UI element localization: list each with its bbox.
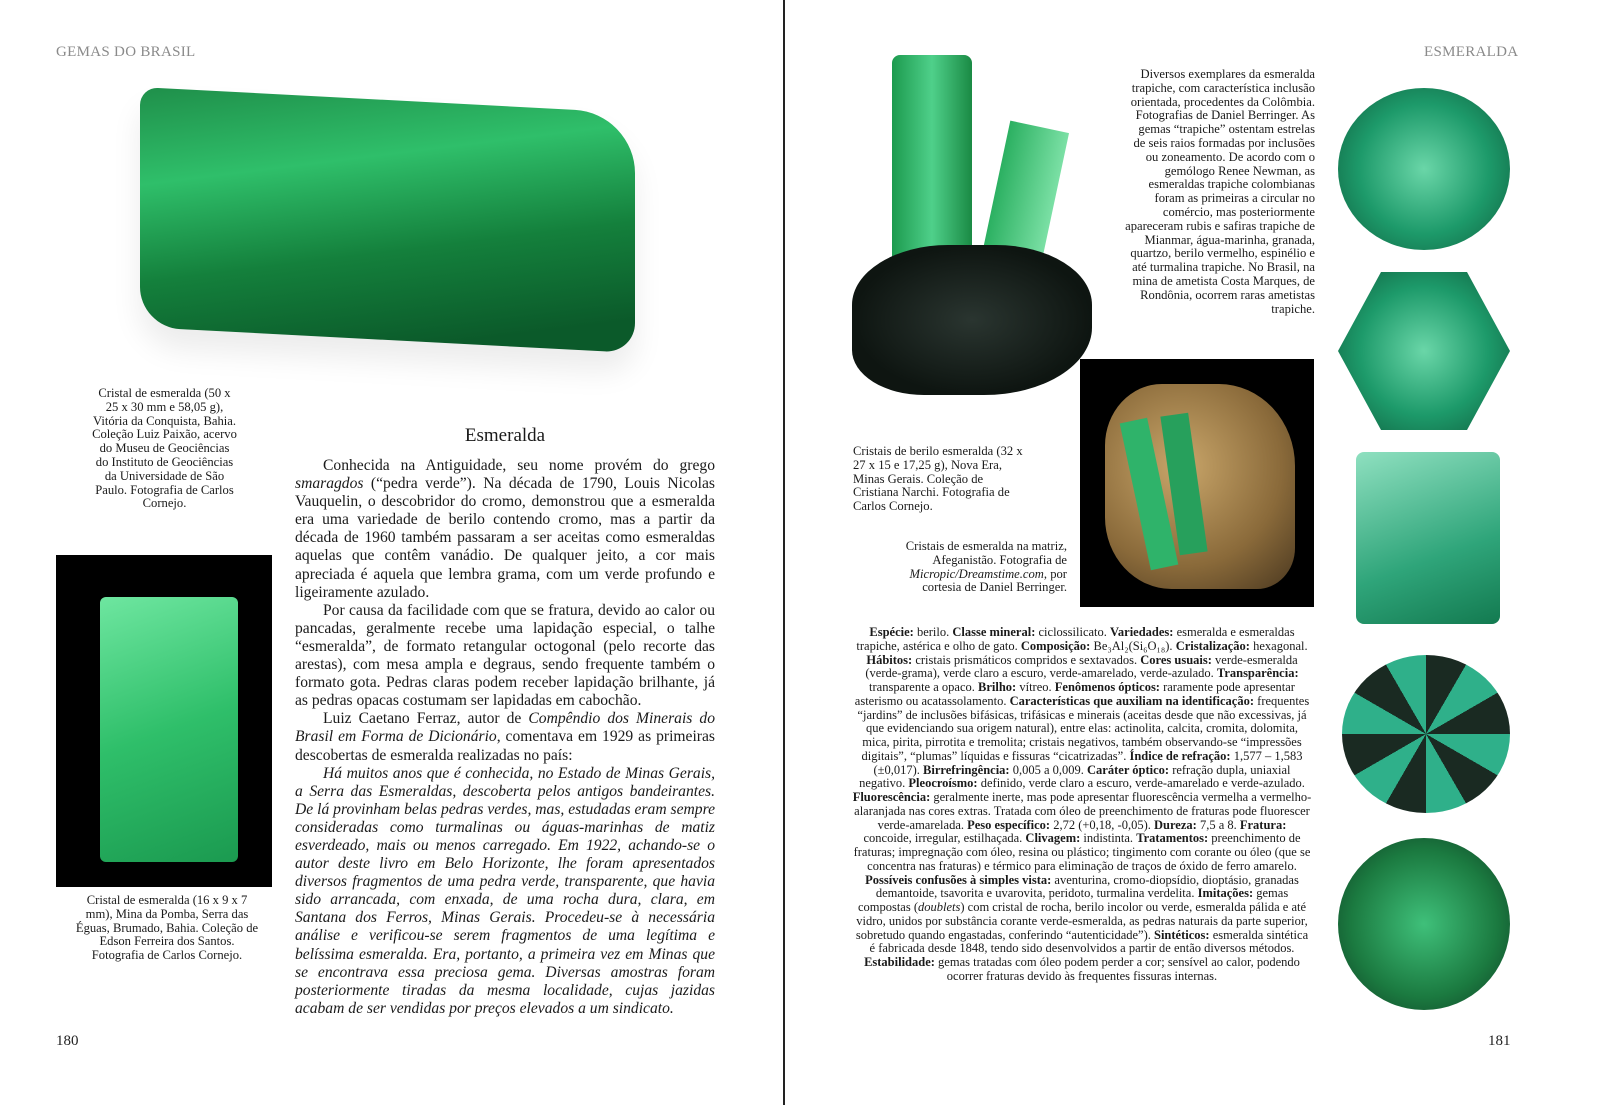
caption-emerald-small: Cristal de esmeralda (16 x 9 x 7 mm), Mina da Pomba, Serra das Éguas, Brumado, Bahia. Coleção de Edson Ferreira dos Santos. Fotografia de Carlos Cornejo. (75, 893, 259, 963)
spec-term: Hábitos: (866, 652, 913, 667)
spec-term: Fratura: (1239, 817, 1287, 832)
text-run: ciclossilicato. (1035, 625, 1111, 639)
text-run: Por causa da facilidade com que se fratura, devido ao calor ou pancadas, geralmente recebe uma lapidação especial, o talhe “esmeralda”, de formato retangular octogonal (pelo recorte das arestas), com mesa ampla e degraus, sendo frequente também o formato gota. Pedras claras podem receber lapidação brilhante, já as pedras opacas costumam ser lapidadas em cabochão. (295, 601, 715, 710)
spec-term: Espécie: (869, 625, 914, 639)
text-run: , comentava em 1929 as primeiras descobertas de esmeralda realizadas no país: (295, 728, 715, 764)
text-run: preenchimento de fraturas; impregnação com óleo, resina ou plástico; tingimento com corante ou óleo (que se concentra nas fraturas) e térmico para eliminação de traços de óxido de ferro amarelo. (853, 831, 1311, 873)
text-run: Conhecida na Antiguidade, seu nome provém do grego (323, 457, 715, 474)
text-run: raramente pode apresentar asterismo ou acatassolamento. (854, 680, 1295, 708)
spec-term: Fluorescência: (852, 790, 931, 804)
caption-trapiche: Diversos exemplares da esmeralda trapiche, com característica inclusão orientada, procedentes da Colômbia. Fotografias de Daniel Berringer. As gemas “trapiche” ostentam estrelas de seis raios formadas por inclusões ou zoneamento. De acordo com o gemólogo Renee Newman, as esmeraldas trapiche colombianas foram as primeiras a circular no comércio, mas posteriormente apareceram rubis e safiras trapiche de Mianmar, água-marinha, granada, quartzo, berilo vermelho, espinélio e até turmalina trapiche. No Brasil, na mina de ametista Costa Marques, de Rondônia, ocorrem raras ametistas trapiche. (1125, 67, 1315, 316)
caption-beryl: Cristais de berilo esmeralda (32 x 27 x 15 e 17,25 g), Nova Era, Minas Gerais. Coleção de Cristiana Narchi. Fotografia de Carlos Cornejo. (853, 444, 1023, 514)
text-run: vítreo. (1016, 680, 1055, 694)
text-run: , por cortesia de Daniel Berringer. (922, 566, 1067, 595)
spec-term: Cores usuais: (1140, 652, 1212, 667)
trapiche-emerald-cabochon-photo (1338, 838, 1510, 1010)
text-run: 7,5 a 8. (1196, 817, 1240, 832)
text-run: Cristais de esmeralda na matriz, Afeganistão. Fotografia de (905, 539, 1067, 567)
text-run: definido, verde claro a escuro, verde-amarelado e verde-azulado. (977, 776, 1305, 791)
body-text (295, 457, 715, 1018)
text-run: indistinta. (1080, 831, 1137, 846)
text-run-italic: doublets (918, 900, 961, 914)
spec-term: Cristalização: (1175, 638, 1250, 653)
text-run: frequentes “jardins” de inclusões bifásicas, trifásicas e minerais (aceitas desde que não excessivas, já que evidenciando sua origem natural), entre elas: actinolita, calcita, cromita, dolomita, mica, pirita, pirrotita e tremolita; cristais negativos, também observando-se “impressões digitais”, “plumas” líquidas e fissuras “cicatrizadas”. (857, 693, 1310, 763)
trapiche-emerald-dark-round-photo (1342, 655, 1510, 813)
text-run: refração dupla, uniaxial negativo. (859, 762, 1291, 791)
spec-term: Possíveis confusões à simples vista: (865, 872, 1052, 887)
running-head-left: GEMAS DO BRASIL (56, 44, 196, 60)
spec-term: Composição: (1020, 638, 1091, 653)
text-run: aventurina, cromo-diopsídio, dioptásio, granadas demantoide, tsavorita e uvarovita, peridoto, turmalina verdelita. (875, 872, 1299, 901)
body-paragraph (295, 710, 715, 764)
body-paragraph (295, 602, 715, 711)
text-run: concoide, irregular, estilhaçada. (863, 831, 1026, 846)
trapiche-emerald-hexagon-photo (1338, 272, 1510, 430)
spec-term: Peso específico: (967, 817, 1051, 832)
emerald-small-crystal-photo (56, 555, 272, 887)
text-run: Micropic/Dreamstime.com (909, 566, 1044, 581)
text-run: esmeralda e esmeraldas trapiche, astérica e olho de gato. (856, 625, 1295, 653)
emerald-matrix-photo (1080, 359, 1314, 607)
text-run: smaragdos (295, 475, 364, 493)
text-run: (“pedra verde”). Na década de 1790, Louis Nicolas Vauquelin, o descobridor do cromo, demonstrou que a esmeralda era uma variedade de berilo contendo cromo, mas a partir da década de 1960 também passaram a ser aceitas como esmeraldas aquelas que contêm vanádio. De qualquer jeito, a cor mais apreciada é aquela que lembra grama, com um verde profundo e ligeiramente azulado. (295, 475, 715, 601)
spec-term: Clivagem: (1025, 831, 1081, 846)
spec-term: Classe mineral: (952, 625, 1036, 639)
text-run: cristais prismáticos compridos e sextavados. (912, 652, 1141, 667)
spec-term: Imitações: (1197, 886, 1254, 901)
page-number-left: 180 (56, 1033, 79, 1049)
text-run: 1,577 – 1,583 (±0,017). (873, 748, 1303, 777)
text-run: Há muitos anos que é conhecida, no Estado de Minas Gerais, a Serra das Esmeraldas, descoberta pelos antigos bandeirantes. De lá provinham belas pedras verdes, mas, estudadas eram sempre consideradas como turmalinas ou águas-marinhas de matiz esverdeado, mais ou menos carregado. Em 1922, achando-se o autor deste livro em Belo Horizonte, lhe foram apresentados diversos fragmentos de uma pedra verde, transparente, que havia sido arrancada, com enxada, de uma rocha dura, clara, em Santana dos Ferros, Minas Gerais. Procedeu-se à necessária análise e verificou-se serem fragmentos de uma legítima e belíssima esmeralda. Era, portanto, a primeira vez em Minas que se encontrava essa preciosa gema. Diversas amostras foram posteriormente tiradas da mesma localidade, cujas jazidas acabam de ser vendidas por preços elevados a um sindicato. (295, 764, 715, 1017)
text-run: ) com cristal de rocha, berilo incolor ou verde, esmeralda pálida e até vidro, unidos por substância corante verde-esmeralda, as pedras naturais da parte superior, sobretudo quando engastadas, conferindo “autenticidade”). (855, 900, 1308, 942)
text-run: transparente a opaco. (869, 680, 979, 694)
spec-term: Fenômenos ópticos: (1054, 680, 1160, 694)
spec-term: Características que auxiliam na identificação: (1009, 693, 1255, 708)
spec-term: Birrefringência: (923, 762, 1010, 777)
caption-emerald-crystal: Cristal de esmeralda (50 x 25 x 30 mm e 58,05 g), Vitória da Conquista, Bahia. Coleção Luiz Paixão, acervo do Museu de Geociências do Instituto de Geociências da Universidade de São Paulo. Fotografia de Carlos Cornejo. (92, 386, 237, 511)
spec-term: Tratamentos: (1136, 831, 1209, 846)
beryl-crystals-photo (852, 55, 1092, 400)
caption-matrix (890, 540, 1067, 595)
body-paragraph (295, 765, 715, 1018)
spec-term: Variedades: (1110, 625, 1174, 639)
body-paragraph (295, 457, 715, 602)
running-head-right: ESMERALDA (1424, 44, 1519, 60)
emerald-crystal-photo (140, 87, 635, 353)
page-number-right: 181 (1488, 1033, 1511, 1049)
text-run: gemas compostas ( (857, 886, 1289, 914)
spec-term: Pleocroísmo: (908, 776, 978, 791)
book-spine (783, 0, 785, 1105)
text-run: 0,005 a 0,009. (1009, 762, 1088, 777)
text-run: Be₃Al₂(Si₆O₁₈). (1090, 638, 1176, 653)
spec-term: Estabilidade: (864, 955, 935, 969)
text-run: berilo. (913, 625, 953, 639)
text-run: verde-esmeralda (verde-grama), verde claro a escuro, verde-amarelado, verde-azulado. (865, 652, 1298, 681)
text-run: gemas tratadas com óleo podem perder a cor; sensível ao calor, podendo ocorrer fraturas devido às frequentes fissuras internas. (934, 955, 1300, 983)
spec-term: Índice de refração: (1129, 748, 1231, 763)
spec-term: Sintéticos: (1154, 927, 1210, 942)
trapiche-emerald-round-photo (1338, 88, 1510, 250)
text-run: Luiz Caetano Ferraz, autor de (323, 710, 529, 728)
text-run: 2,72 (+0,18, -0,05). (1050, 817, 1154, 832)
text-run: Compêndio dos Minerais do Brasil em Forma de Dicionário (295, 710, 715, 746)
gem-specifications (852, 626, 1312, 984)
spec-term: Dureza: (1154, 817, 1197, 832)
trapiche-emerald-square-photo (1356, 452, 1500, 624)
text-run: esmeralda sintética é fabricada desde 1848, tendo sido desenvolvidos a partir de então diversos métodos. (869, 927, 1309, 956)
section-heading: Esmeralda (464, 425, 546, 446)
text-run: hexagonal. (1249, 638, 1308, 653)
spec-term: Transparência: (1216, 666, 1299, 681)
spec-term: Caráter óptico: (1087, 762, 1170, 777)
text-run: geralmente inerte, mas pode apresentar fluorescência vermelha a vermelho-alaranjada nas cores extras. Tratada com óleo de preenchimento de fraturas pode fluorescer verde-amarelada. (854, 790, 1312, 832)
spec-term: Brilho: (978, 680, 1017, 694)
